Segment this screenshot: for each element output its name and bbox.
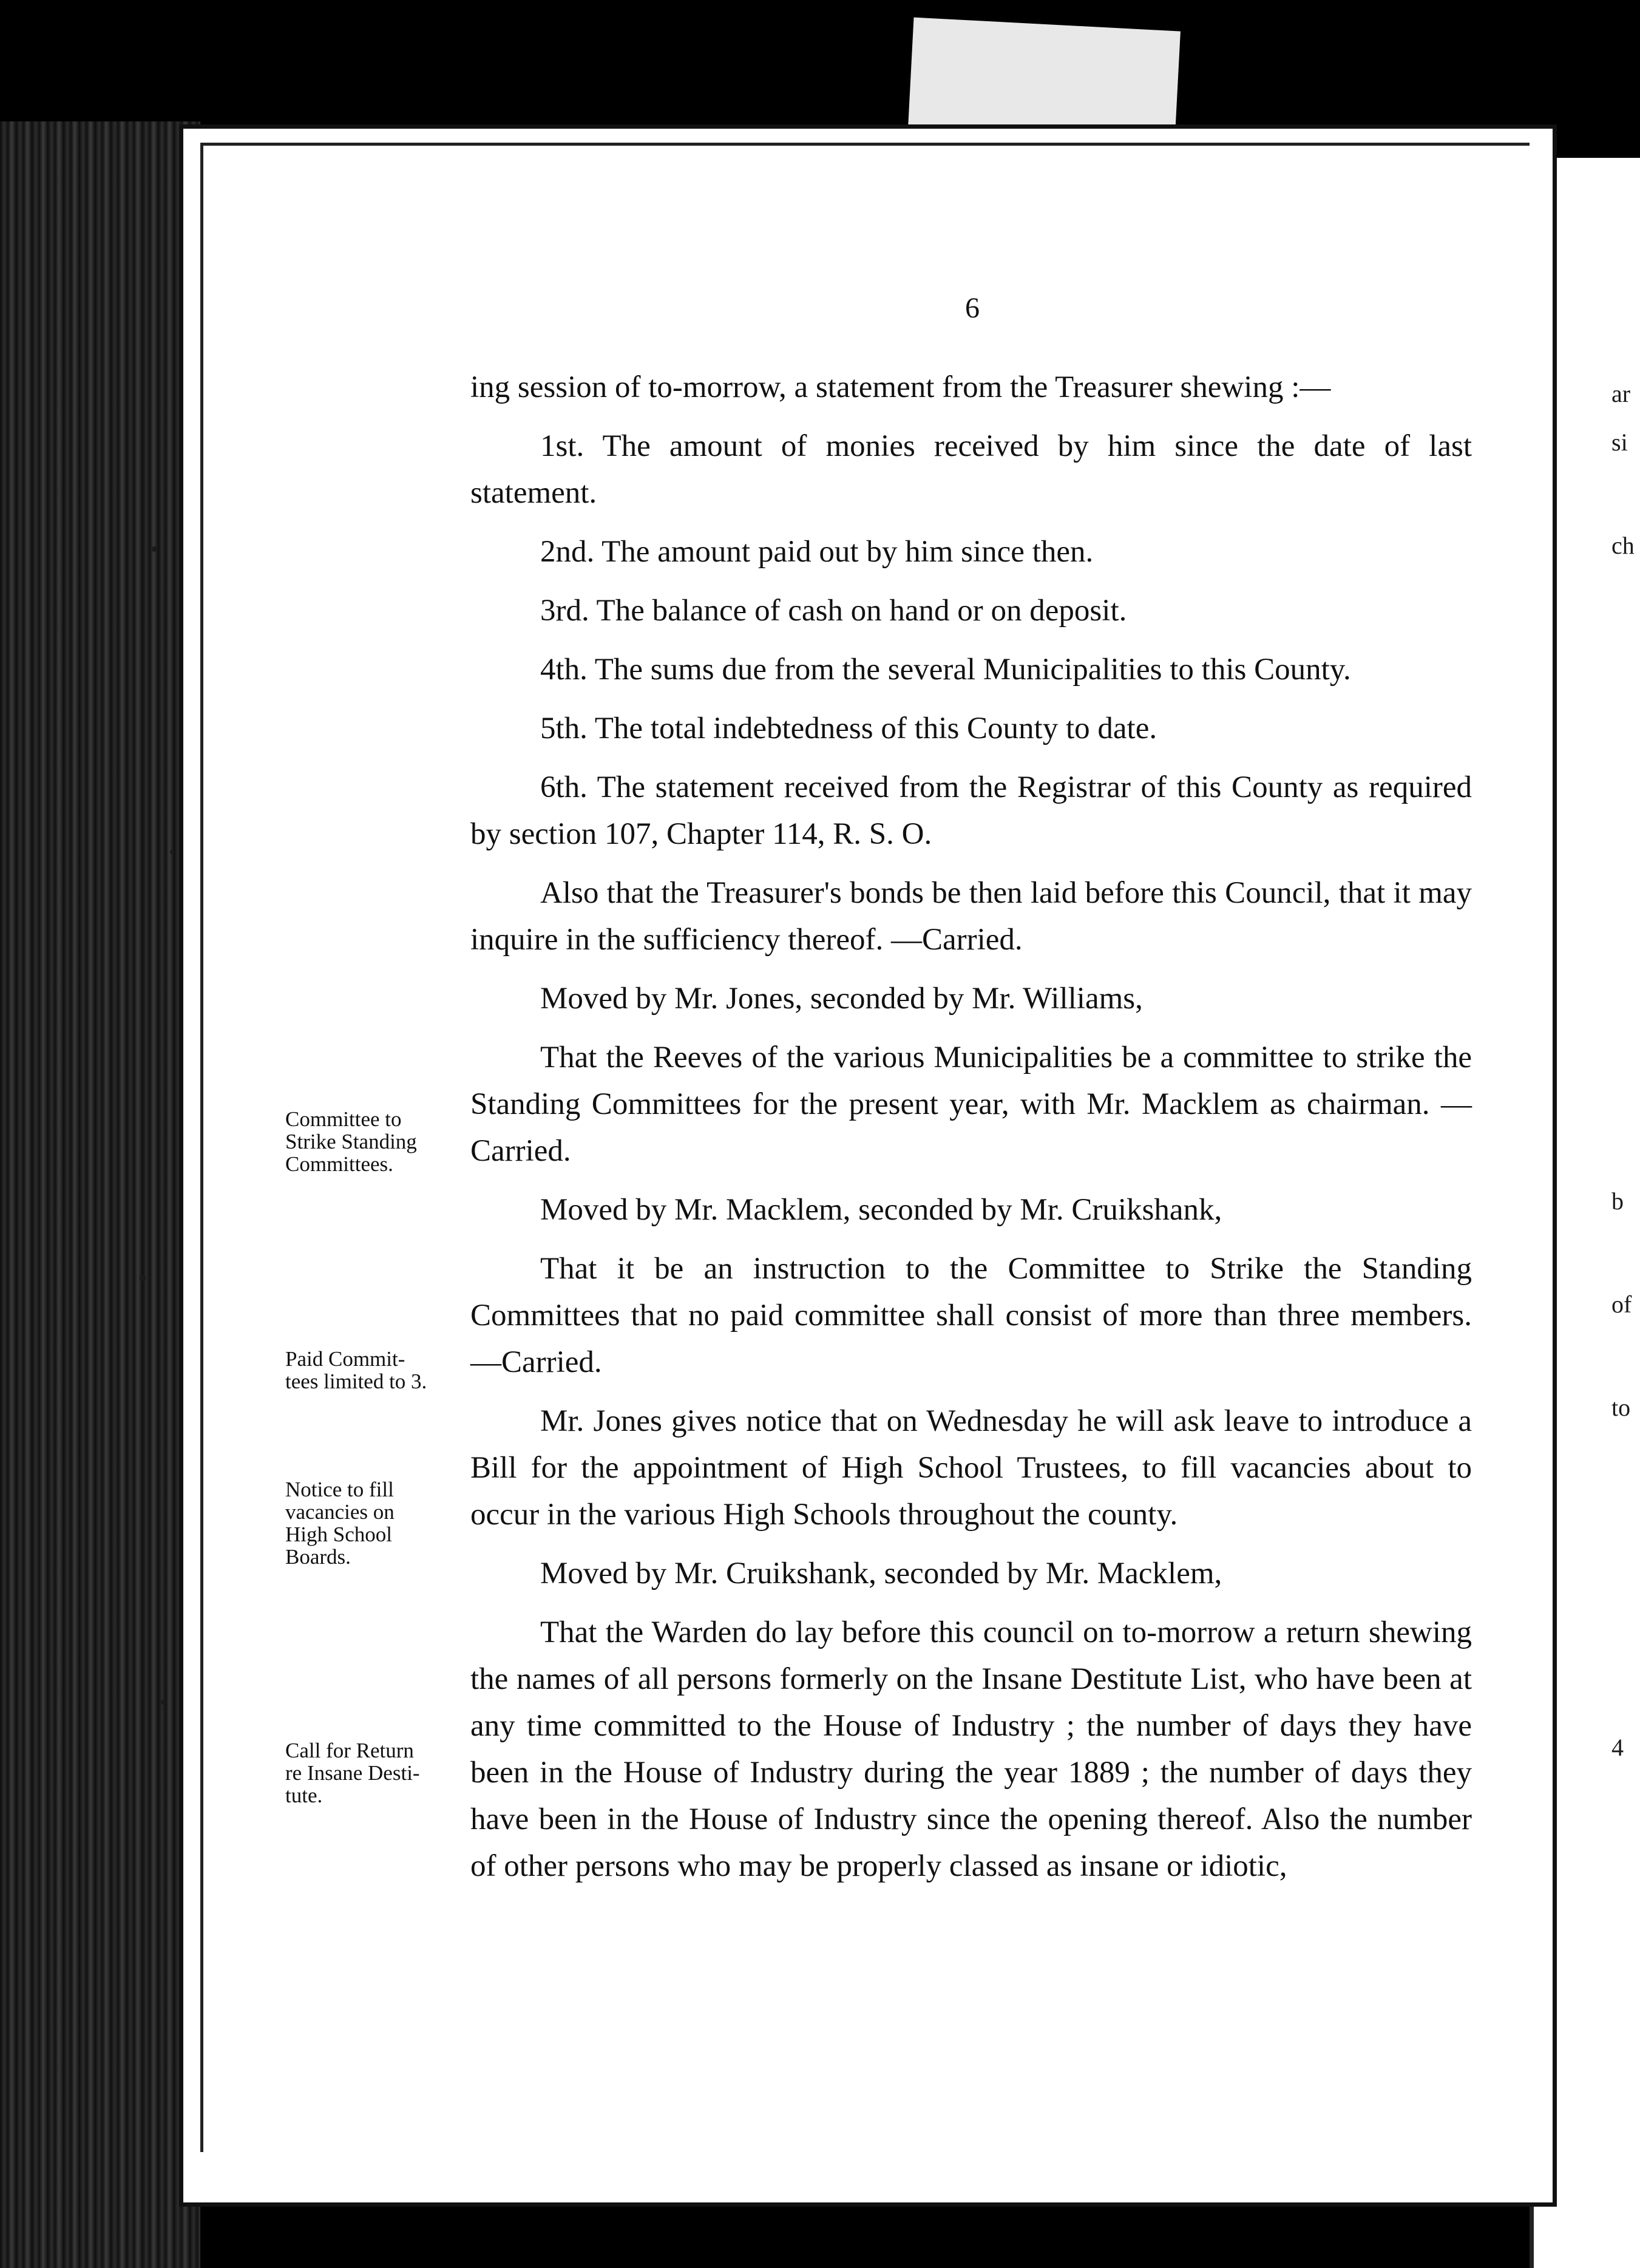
next-page-fragment: si bbox=[1611, 429, 1628, 456]
paragraph: 3rd. The balance of cash on hand or on deposit. bbox=[540, 594, 1127, 628]
next-page-fragment: ar bbox=[1611, 380, 1631, 407]
next-page-fragment: to bbox=[1611, 1394, 1631, 1421]
margin-note: Notice to fill vacancies on High School Boards. bbox=[285, 1478, 395, 1569]
speck bbox=[152, 546, 157, 552]
speck bbox=[170, 850, 174, 854]
paragraph: That it be an instruction to the Committee to Strike the Standing Committees that no paid committee shall consist of more than three members. —Carried. bbox=[470, 1252, 1472, 1379]
paragraph: That the Warden do lay before this council on to-morrow a return shewing the names of all persons formerly on the Insane Destitute List, who have been at any time committed to the House of Industry ; the number of days they have been in the House of Industry during the year 1889 ; the number of days they have been in the House of Industry since the opening thereof. Also the number of other persons who may be properly classed as insane or idiotic, bbox=[470, 1615, 1472, 1883]
paragraph: 5th. The total indebtedness of this County to date. bbox=[540, 711, 1157, 745]
page-number: 6 bbox=[965, 292, 980, 324]
paragraph: That the Reeves of the various Municipalities be a committee to strike the Standing Committees for the present year, with Mr. Macklem as chairman. —Carried. bbox=[470, 1041, 1472, 1168]
paragraph: 1st. The amount of monies received by him since the date of last statement. bbox=[470, 429, 1472, 510]
paragraph: 2nd. The amount paid out by him since then. bbox=[540, 535, 1094, 569]
next-page-fragment: b bbox=[1611, 1187, 1624, 1215]
paragraph: 4th. The sums due from the several Municipalities to this County. bbox=[540, 653, 1351, 687]
paragraph: Moved by Mr. Macklem, seconded by Mr. Cruikshank, bbox=[540, 1193, 1222, 1227]
body-text bbox=[470, 364, 1472, 1902]
next-page-fragment: of bbox=[1611, 1291, 1632, 1318]
paragraph: Moved by Mr. Cruikshank, seconded by Mr. Macklem, bbox=[540, 1557, 1222, 1591]
next-page-fragment: 4 bbox=[1611, 1734, 1624, 1761]
margin-note: Committee to Strike Standing Committees. bbox=[285, 1107, 417, 1176]
paragraph: Also that the Treasurer's bonds be then laid before this Council, that it may inquire in the sufficiency thereof. —Carried. bbox=[470, 876, 1472, 957]
paragraph: Moved by Mr. Jones, seconded by Mr. Williams, bbox=[540, 982, 1143, 1016]
paragraph: ing session of to-morrow, a statement from the Treasurer shewing :— bbox=[470, 370, 1331, 404]
paragraph: Mr. Jones gives notice that on Wednesday he will ask leave to introduce a Bill for the appointment of High School Trustees, to fill vacancies about to occur in the various High Schools throughout the county. bbox=[470, 1404, 1472, 1532]
margin-note: Paid Commit- tees limited to 3. bbox=[285, 1347, 427, 1393]
margin-note: Call for Return re Insane Desti- tute. bbox=[285, 1739, 420, 1807]
speck bbox=[161, 1700, 166, 1705]
book-page-edges bbox=[0, 121, 200, 2268]
next-page-fragment: ch bbox=[1611, 532, 1635, 559]
speck bbox=[140, 1275, 146, 1281]
paragraph: 6th. The statement received from the Registrar of this County as required by section 107, Chapter 114, R. S. O. bbox=[470, 770, 1472, 851]
